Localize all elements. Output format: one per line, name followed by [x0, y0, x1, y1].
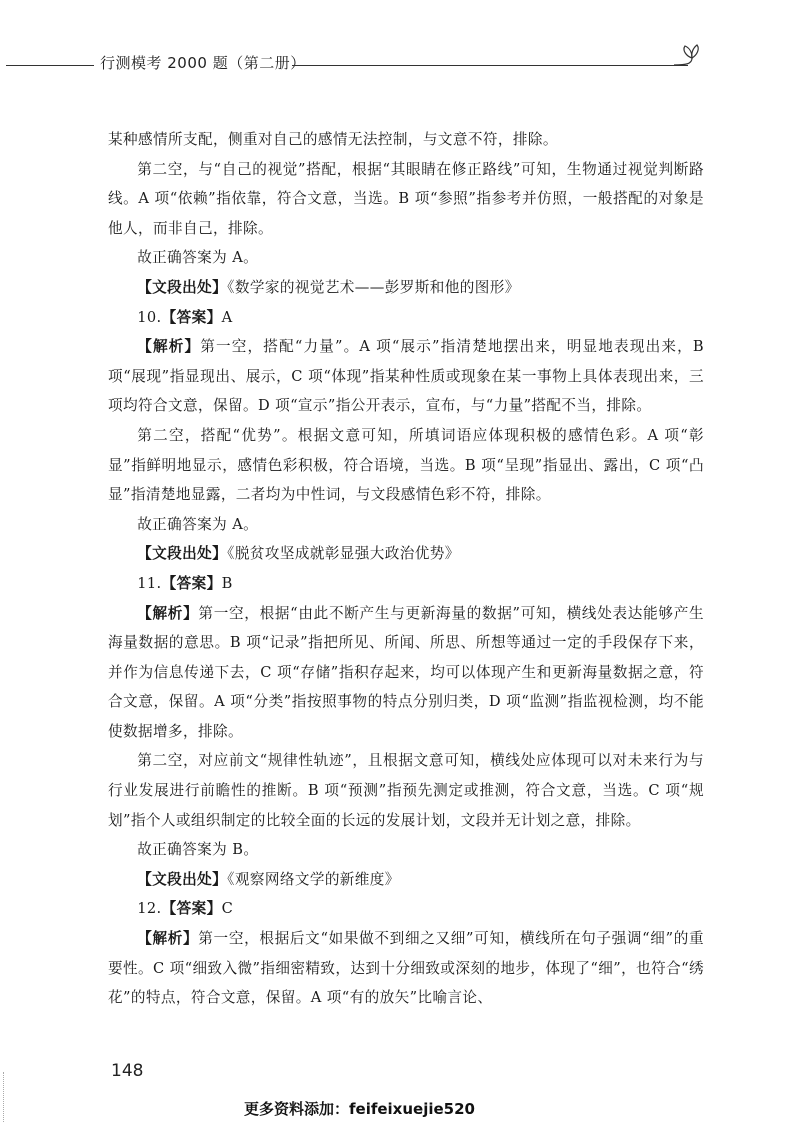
paragraph-text: 第一空，根据“由此不断产生与更新海量的数据”可知，横线处表达能够产生海量数据的意思。B 项“记录”指把所见、所闻、所思、所想等通过一定的手段保存下来，并作为信息传递下去，C 项“存储”指积存起来，均可以体现产生和更新海量数据之意，符合文意，保留。A 项“分类”指按照事物的特点分别归类，D 项“监测”指监视检测，均不能使数据增多，排除。: [108, 604, 704, 740]
paragraph: [108, 924, 704, 1013]
paragraph: [108, 510, 704, 540]
paragraph-text: 某种感情所支配，侧重对自己的感情无法控制，与文意不符，排除。: [108, 131, 558, 148]
question-number: 12.: [137, 900, 162, 918]
sprout-icon: [672, 40, 712, 72]
paragraph-text: 第一空，搭配“力量”。A 项“展示”指清楚地摆出来，明显地表现出来，B 项“展现”指显现出、展示，C 项“体现”指某种性质或现象在某一事物上具体表现出来，三项均符合文意，保留。D 项“宣示”指公开表示，宣布，与“力量”搭配不当，排除。: [108, 338, 705, 415]
paragraph: [108, 746, 704, 835]
paragraph-text: 《脱贫攻坚成就彰显强大政治优势》: [227, 545, 460, 563]
section-label: 【解析】: [137, 930, 199, 948]
paragraph-text: 第二空，对应前文“规律性轨迹”，且根据文意可知，横线处应体现可以对未来行为与行业发展进行前瞻性的推断。B 项“预测”指预先测定或推测，符合文意，当选。C 项“规划”指个人或组织制定的比较全面的长远的发展计划，文段并无计划之意，排除。: [108, 752, 704, 829]
paragraph-text: 故正确答案为 A。: [137, 249, 259, 267]
paragraph: [108, 569, 704, 599]
paragraph-text: A: [221, 308, 233, 326]
header-rule-right: [292, 65, 688, 66]
header-rule-left: [6, 65, 94, 66]
paragraph: [108, 243, 704, 273]
running-header: [0, 48, 800, 78]
paragraph-text: 《数学家的视觉艺术——彭罗斯和他的图形》: [227, 278, 520, 296]
footer-note: 更多资料添加：feifeixuejie520: [244, 1100, 475, 1118]
paragraph-text: 第二空，与“自己的视觉”搭配，根据“其眼睛在修正路线”可知，生物通过视觉判断路线。A 项“依赖”指依靠，符合文意，当选。B 项“参照”指参考并仿照，一般搭配的对象是他人，而非自己，排除。: [108, 160, 704, 237]
question-number: 11.: [137, 574, 162, 592]
paragraph: [108, 865, 704, 895]
paragraph-text: 故正确答案为 B。: [137, 841, 259, 859]
section-label: 【解析】: [137, 338, 201, 356]
section-label: 【答案】: [161, 900, 222, 918]
paragraph: [108, 332, 704, 421]
header-title: 行测模考 2000 题（第二册）: [100, 54, 306, 72]
paragraph-text: 《观察网络文学的新维度》: [227, 870, 400, 888]
paragraph: [108, 125, 704, 155]
section-label: 【答案】: [161, 574, 222, 592]
question-number: 10.: [137, 308, 162, 326]
page-body: [108, 125, 704, 1013]
section-label: 【答案】: [161, 308, 222, 326]
paragraph: [108, 894, 704, 924]
paragraph-text: 故正确答案为 A。: [137, 515, 259, 533]
page-number: 148: [111, 1061, 144, 1081]
paragraph: [108, 599, 704, 747]
paragraph-text: 第二空，搭配“优势”。根据文意可知，所填词语应体现积极的感情色彩。A 项“彰显”指鲜明地显示，感情色彩积极，符合语境，当选。B 项“呈现”指显出、露出，C 项“凸显”指清楚地显露，二者均为中性词，与文段感情色彩不符，排除。: [108, 426, 704, 504]
section-label: 【文段出处】: [137, 545, 228, 563]
paragraph: [108, 835, 704, 865]
scan-edge-marks: [3, 1072, 6, 1122]
section-label: 【文段出处】: [137, 278, 228, 296]
paragraph: [108, 303, 704, 333]
paragraph-text: B: [221, 574, 233, 592]
section-label: 【解析】: [137, 604, 199, 622]
section-label: 【文段出处】: [137, 870, 228, 888]
paragraph: [108, 273, 704, 303]
paragraph: [108, 421, 704, 510]
paragraph: [108, 539, 704, 569]
paragraph-text: 第一空，根据后文“如果做不到细之又细”可知，横线所在句子强调“细”的重要性。C 项“细致入微”指细密精致，达到十分细致或深刻的地步，体现了“细”，也符合“绣花”的特点，符合文意，保留。A 项“有的放矢”比喻言论、: [108, 930, 704, 1007]
paragraph: [108, 155, 704, 244]
paragraph-text: C: [221, 900, 234, 918]
